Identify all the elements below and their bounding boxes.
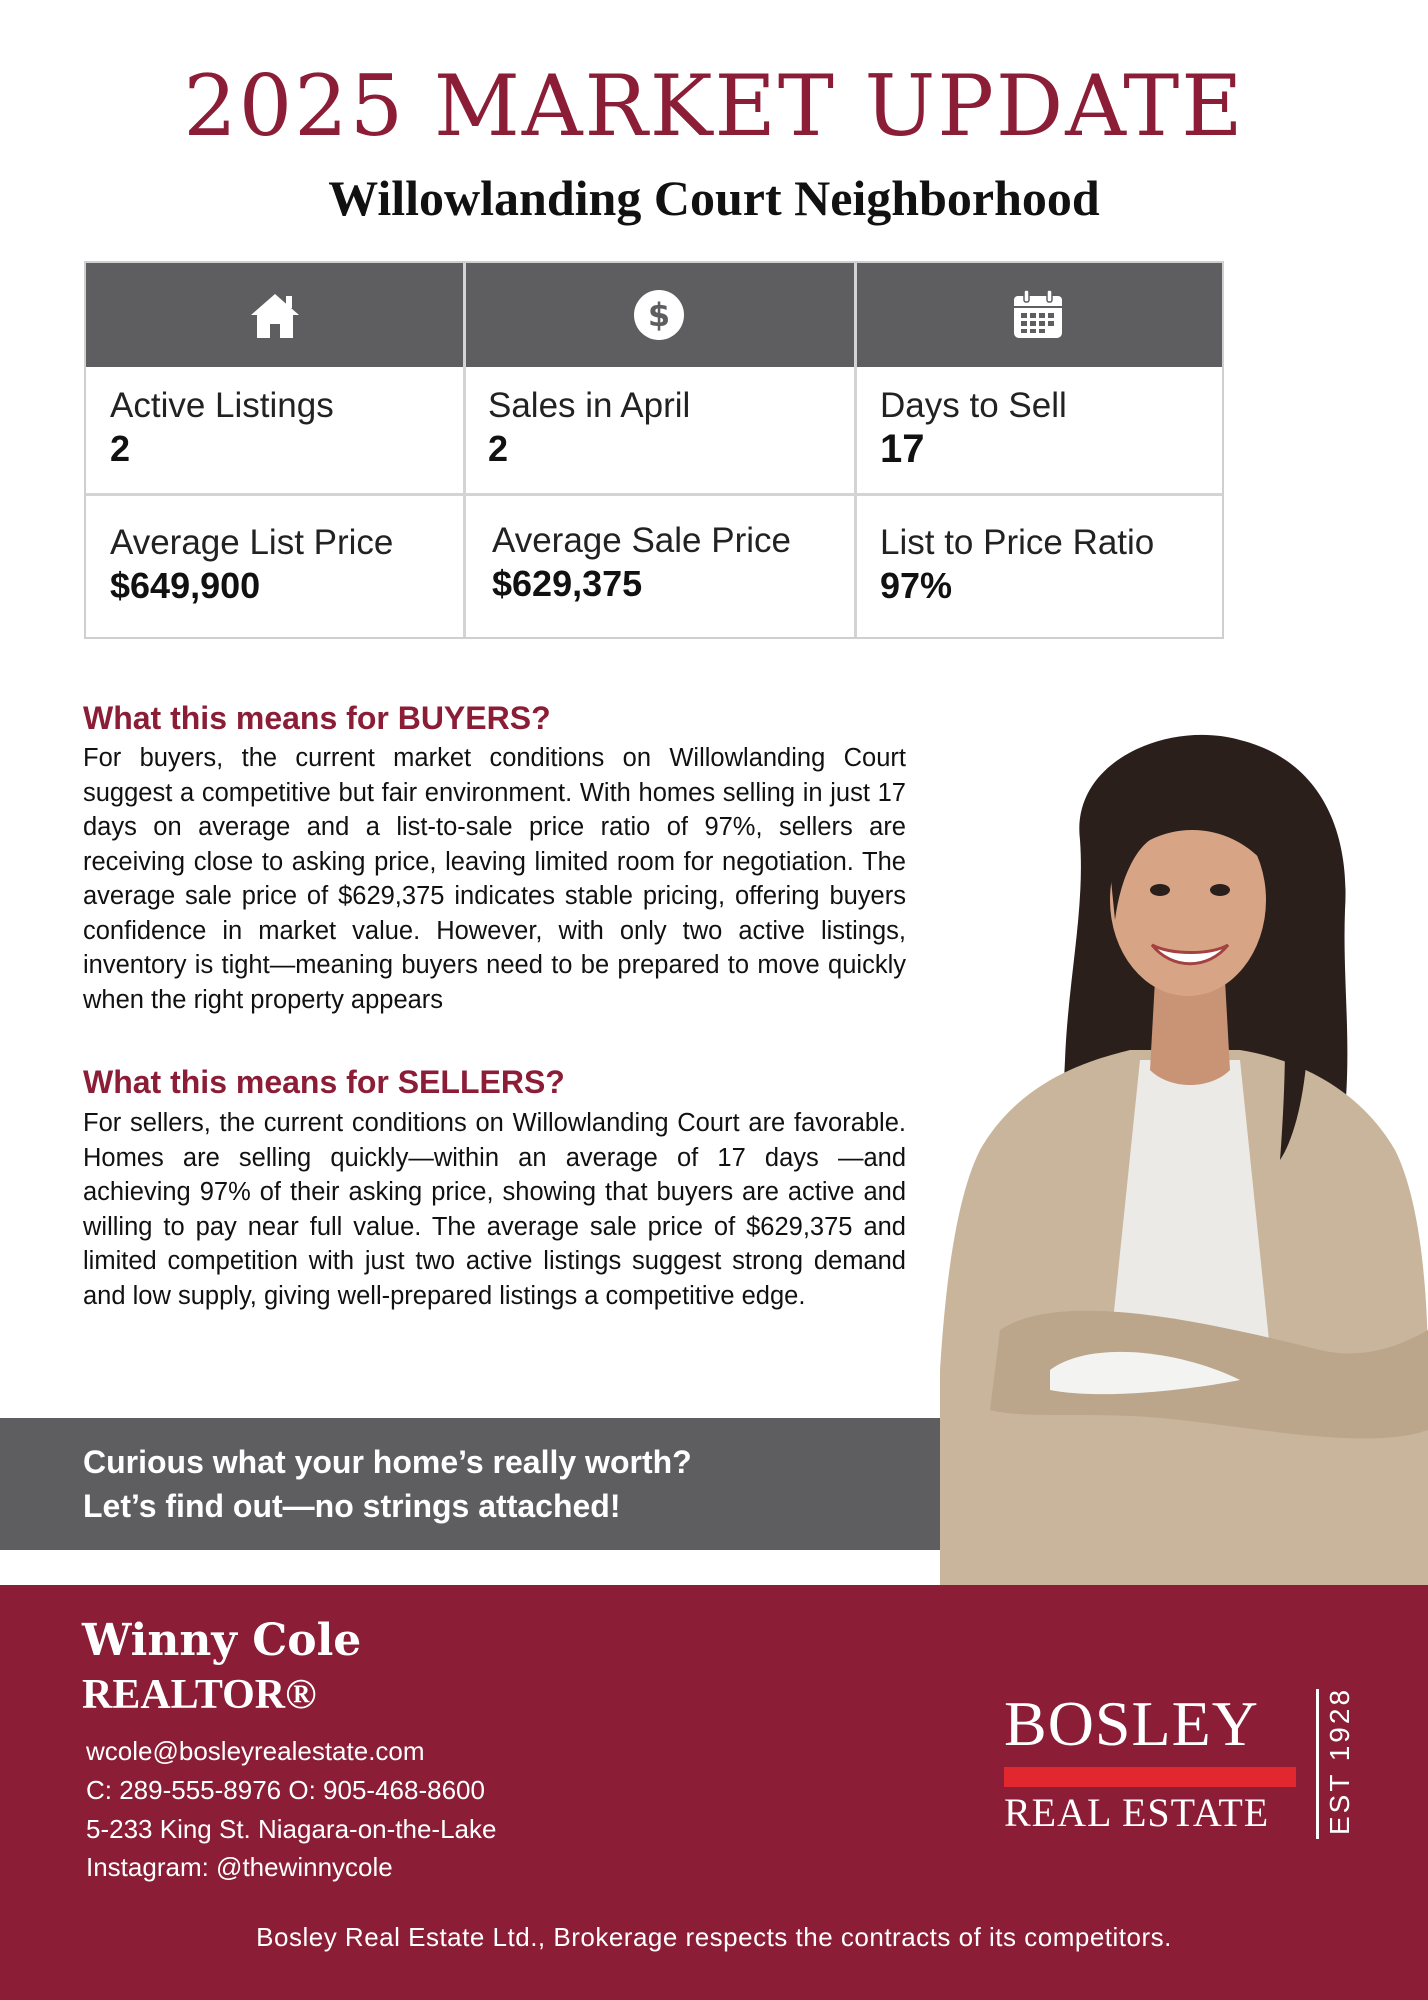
stat-label: List to Price Ratio (880, 523, 1155, 562)
stat-label: Average Sale Price (492, 521, 791, 560)
stats-grid (84, 261, 1224, 639)
stat-average-sale-price (492, 520, 791, 606)
agent-photo (940, 730, 1428, 1585)
stat-days-to-sell (880, 385, 1067, 471)
stat-label: Days to Sell (880, 386, 1067, 425)
stat-list-to-price-ratio (880, 522, 1154, 608)
cta-line-2: Let’s find out—no strings attached! (83, 1488, 621, 1524)
agent-email[interactable]: wcole@bosleyrealestate.com (86, 1736, 425, 1766)
stat-label: Active Listings (110, 386, 334, 425)
agent-name: Winny Cole (82, 1615, 362, 1666)
footer (0, 1585, 1428, 2000)
logo-divider (1316, 1689, 1319, 1839)
cta-line-1: Curious what your home’s really worth? (83, 1444, 692, 1480)
agent-phones[interactable]: C: 289-555-8976 O: 905-468-8600 (86, 1775, 485, 1805)
stat-active-listings (110, 385, 334, 471)
stats-icon-row (86, 263, 1222, 367)
stat-label: Sales in April (488, 386, 691, 425)
stat-value: 2 (488, 428, 509, 469)
logo-established: EST 1928 (1324, 1686, 1355, 1835)
page-subtitle: Willowlanding Court Neighborhood (328, 170, 1100, 226)
dollar-icon (463, 263, 854, 367)
footer-disclaimer: Bosley Real Estate Ltd., Brokerage respects the contracts of its competitors. (256, 1922, 1172, 1952)
cta-text (83, 1440, 692, 1528)
logo-brand-bottom: REAL ESTATE (1004, 1790, 1270, 1835)
agent-address: 5-233 King St. Niagara-on-the-Lake (86, 1814, 497, 1844)
stat-value: $629,375 (492, 563, 643, 604)
stat-value: 2 (110, 428, 131, 469)
sellers-heading: What this means for SELLERS? (83, 1064, 565, 1100)
agent-title: REALTOR® (82, 1672, 317, 1718)
stat-value: 97% (880, 565, 953, 606)
agent-instagram[interactable]: Instagram: @thewinnycole (86, 1852, 393, 1882)
bosley-logo (1000, 1685, 1380, 1885)
logo-red-bar (1004, 1767, 1296, 1787)
stat-value: $649,900 (110, 565, 261, 606)
cta-banner (0, 1418, 1010, 1550)
house-icon (86, 263, 463, 367)
stat-average-list-price (110, 522, 393, 608)
stat-label: Average List Price (110, 523, 394, 562)
buyers-heading: What this means for BUYERS? (83, 700, 551, 736)
buyers-paragraph: For buyers, the current market conditions on Willowlanding Court suggest a competitive but fair environment. With homes selling in just 17 days on average and a list-to-sale price ratio of 97%, sellers are receiving close to asking price, leaving limited room for negotiation. The average sale price of $629,375 indicates stable pricing, offering buyers confidence in market value. However, with only two active listings, inventory is tight—meaning buyers need to be prepared to move quickly when the right property appears (83, 744, 906, 1014)
stat-sales-in-april (488, 385, 690, 471)
page-title: 2025 MARKET UPDATE (183, 57, 1245, 155)
logo-brand-top: BOSLEY (1004, 1688, 1259, 1759)
svg-text:$: $ (647, 296, 670, 334)
sellers-paragraph: For sellers, the current conditions on Willowlanding Court are favorable. Homes are selling quickly—within an average of 17 days —and achieving 97% of their asking price, showing that buyers are active and willing to pay near full value. The average sale price of $629,375 and limited competition with just two active listings suggest strong demand and low supply, giving well-prepared listings a competitive edge. (83, 1109, 906, 1310)
calendar-icon (854, 263, 1222, 367)
stat-value: 17 (880, 427, 925, 471)
